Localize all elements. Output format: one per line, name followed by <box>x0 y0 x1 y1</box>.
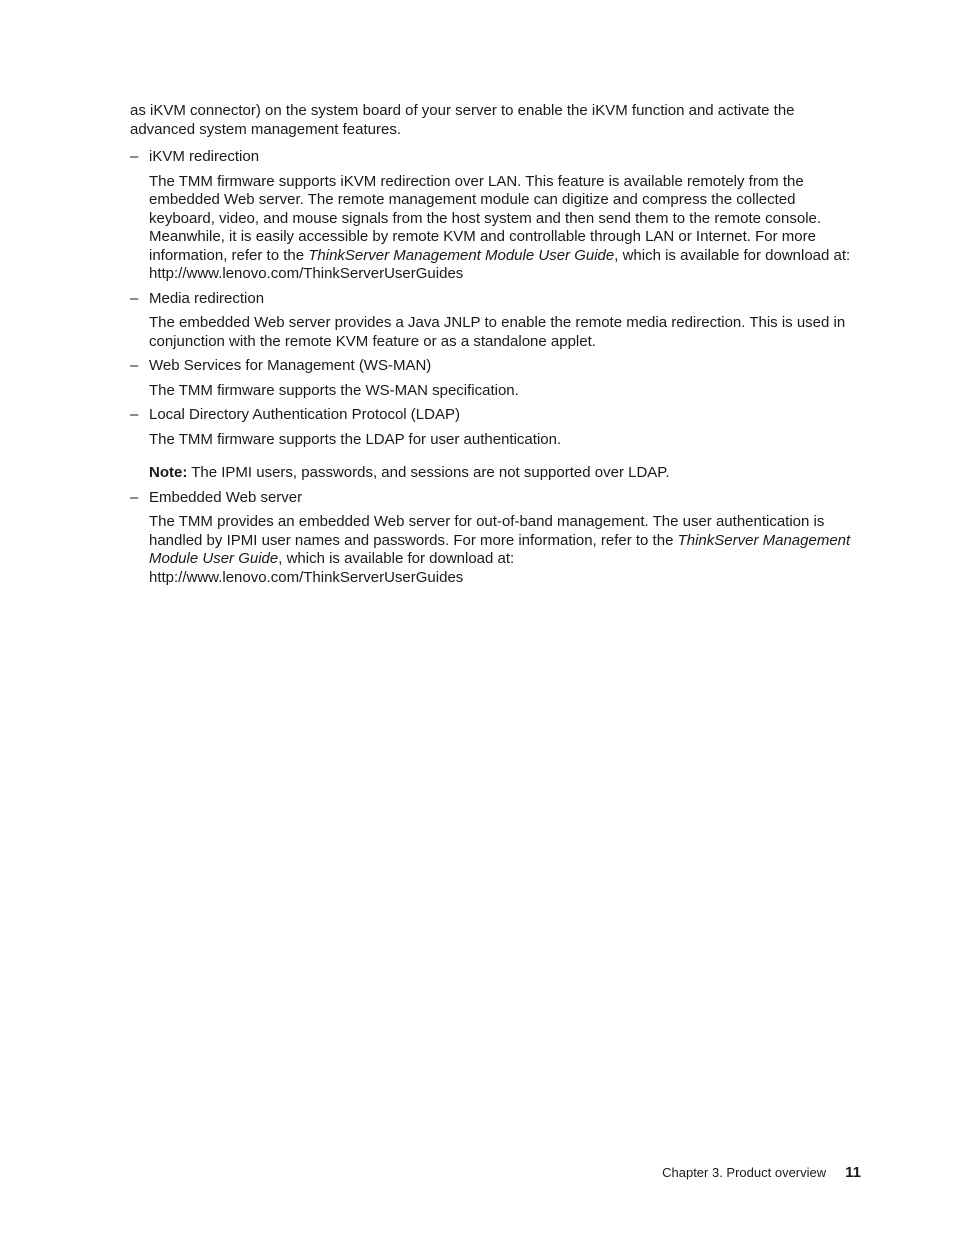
list-item-heading <box>130 489 862 508</box>
dash-bullet: – <box>130 488 139 506</box>
list-item-body: The TMM firmware supports the LDAP for user authentication. <box>149 430 562 448</box>
list-item-title: Media redirection <box>149 289 265 307</box>
page-number: 11 <box>845 1164 861 1181</box>
body-text: The TMM provides an embedded Web server for out-of-band management. The user authentication is handled by IPMI user names and passwords. For more information, refer to the <box>149 513 825 549</box>
dash-bullet: – <box>130 289 139 307</box>
url-text: http://www.lenovo.com/ThinkServerUserGuides <box>149 568 464 586</box>
list-item <box>130 406 862 483</box>
list-item-heading <box>130 290 862 309</box>
list-item-body: The embedded Web server provides a Java JNLP to enable the remote media redirection. This is used in conjunction with the remote KVM feature or as a standalone applet. <box>149 314 846 350</box>
list-item-heading <box>130 148 862 167</box>
dash-bullet: – <box>130 406 139 423</box>
guide-title: ThinkServer Management Module User Guide <box>308 246 615 264</box>
dash-bullet: – <box>130 357 139 374</box>
body-text: The TMM firmware supports iKVM redirection over LAN. This feature is available remotely from the embedded Web server. The remote management module can digitize and compress the collected keyboard, video, and mouse signals from the host system and then send them to the remote console. Meanwhile, it is easily accessible by remote KVM and controllable through LAN or Internet. For more information, refer to the <box>149 172 822 264</box>
intro-paragraph: as iKVM connector) on the system board of your server to enable the iKVM function and activate the advanced system management features. <box>130 102 795 138</box>
note <box>130 464 862 483</box>
list-item-heading <box>130 406 862 425</box>
page-footer <box>662 1164 861 1183</box>
list-item <box>130 290 862 352</box>
body-text-after: , which is available for download at: <box>278 550 515 567</box>
list-item-body <box>130 173 862 284</box>
dash-bullet: – <box>130 148 139 165</box>
list-item <box>130 148 862 284</box>
list-item-body: The TMM firmware supports the WS-MAN specification. <box>149 381 519 399</box>
url-text: http://www.lenovo.com/ThinkServerUserGuides <box>149 265 464 282</box>
list-item <box>130 489 862 588</box>
list-item-title: Web Services for Management (WS-MAN) <box>149 357 432 374</box>
page-content <box>130 102 862 593</box>
guide-title: ThinkServer Management Module User Guide <box>149 531 851 567</box>
footer-chapter: Chapter 3. Product overview <box>662 1165 827 1180</box>
list-item-title: Local Directory Authentication Protocol (LDAP) <box>149 406 460 423</box>
list-item-title: iKVM redirection <box>149 148 260 165</box>
list-item-title: Embedded Web server <box>149 488 303 506</box>
body-text-after: , which is available for download at: <box>614 246 851 264</box>
note-label: Note: <box>149 464 188 481</box>
list-item-heading <box>130 357 862 376</box>
list-item <box>130 357 862 400</box>
list-item-body <box>130 513 862 587</box>
note-text: The IPMI users, passwords, and sessions are not supported over LDAP. <box>187 464 670 481</box>
